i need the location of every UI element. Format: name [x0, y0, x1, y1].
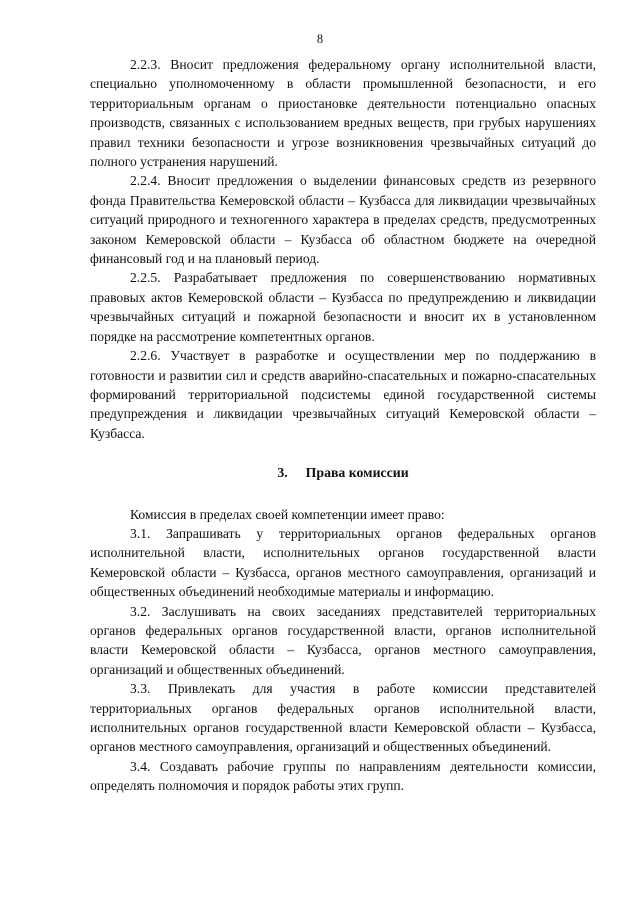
- paragraph-3-1: 3.1. Запрашивать у территориальных органов федеральных органов исполнительной власти, исполнительных органов государственной власти Кемеровской области – Кузбасса, органов местного самоуправления, организаций и общественных объединений необходимые материалы и информацию.: [90, 525, 596, 600]
- paragraph-3-2: 3.2. Заслушивать на своих заседаниях представителей территориальных органов федеральных органов государственной власти, органов исполнительной власти Кемеровской области – Кузбасса, органов местного самоуправления, организаций и общественных объединений.: [90, 603, 596, 677]
- paragraph-2-2-4: 2.2.4. Вносит предложения о выделении финансовых средств из резервного фонда Правительства Кемеровской области – Кузбасса для ликвидации чрезвычайных ситуаций природного и техногенного характера в пределах средств, предусмотренных законом Кемеровской области – Кузбасса об областном бюджете на очередной финансовый год и на плановый период.: [90, 173, 596, 267]
- paragraph-2-2-5: 2.2.5. Разрабатывает предложения по совершенствованию нормативных правовых актов Кемеровской области – Кузбасса по предупреждению и ликвидации чрезвычайных ситуаций и пожарной безопасности и вносит их в установленном порядке на рассмотрение компетентных органов.: [90, 270, 596, 344]
- paragraph-intro: Комиссия в пределах своей компетенции имеет право:: [130, 506, 445, 522]
- document-body: [90, 55, 596, 796]
- paragraph-2-2-6: 2.2.6. Участвует в разработке и осуществлении мер по поддержанию в готовности и развитии сил и средств аварийно-спасательных и пожарно-спасательных формирований территориальной подсистемы единой государственной системы предупреждения и ликвидации чрезвычайных ситуаций Кемеровской области – Кузбасса.: [90, 348, 596, 441]
- page-number: 8: [316, 32, 324, 46]
- paragraph-2-2-3: 2.2.3. Вносит предложения федеральному органу исполнительной власти, специально уполномоченному в области промышленной безопасности, и его территориальным органам о приостановке деятельности потенциально опасных производств, связанных с использованием вредных веществ, при грубых нарушениях правил техники безопасности и угрозе возникновения чрезвычайных ситуаций до полного устранения нарушений.: [90, 57, 596, 170]
- section-title: Права комиссии: [305, 465, 409, 481]
- paragraph-3-3: 3.3. Привлекать для участия в работе комиссии представителей территориальных органов федеральных органов исполнительной власти, исполнительных органов государственной власти Кемеровской области – Кузбасса, органов местного самоуправления, организаций и общественных объединений.: [90, 681, 596, 755]
- paragraph-3-4: 3.4. Создавать рабочие группы по направлениям деятельности комиссии, определять полномочия и порядок работы этих групп.: [90, 758, 596, 794]
- section-number: 3.: [277, 465, 288, 481]
- section-heading: [90, 463, 596, 482]
